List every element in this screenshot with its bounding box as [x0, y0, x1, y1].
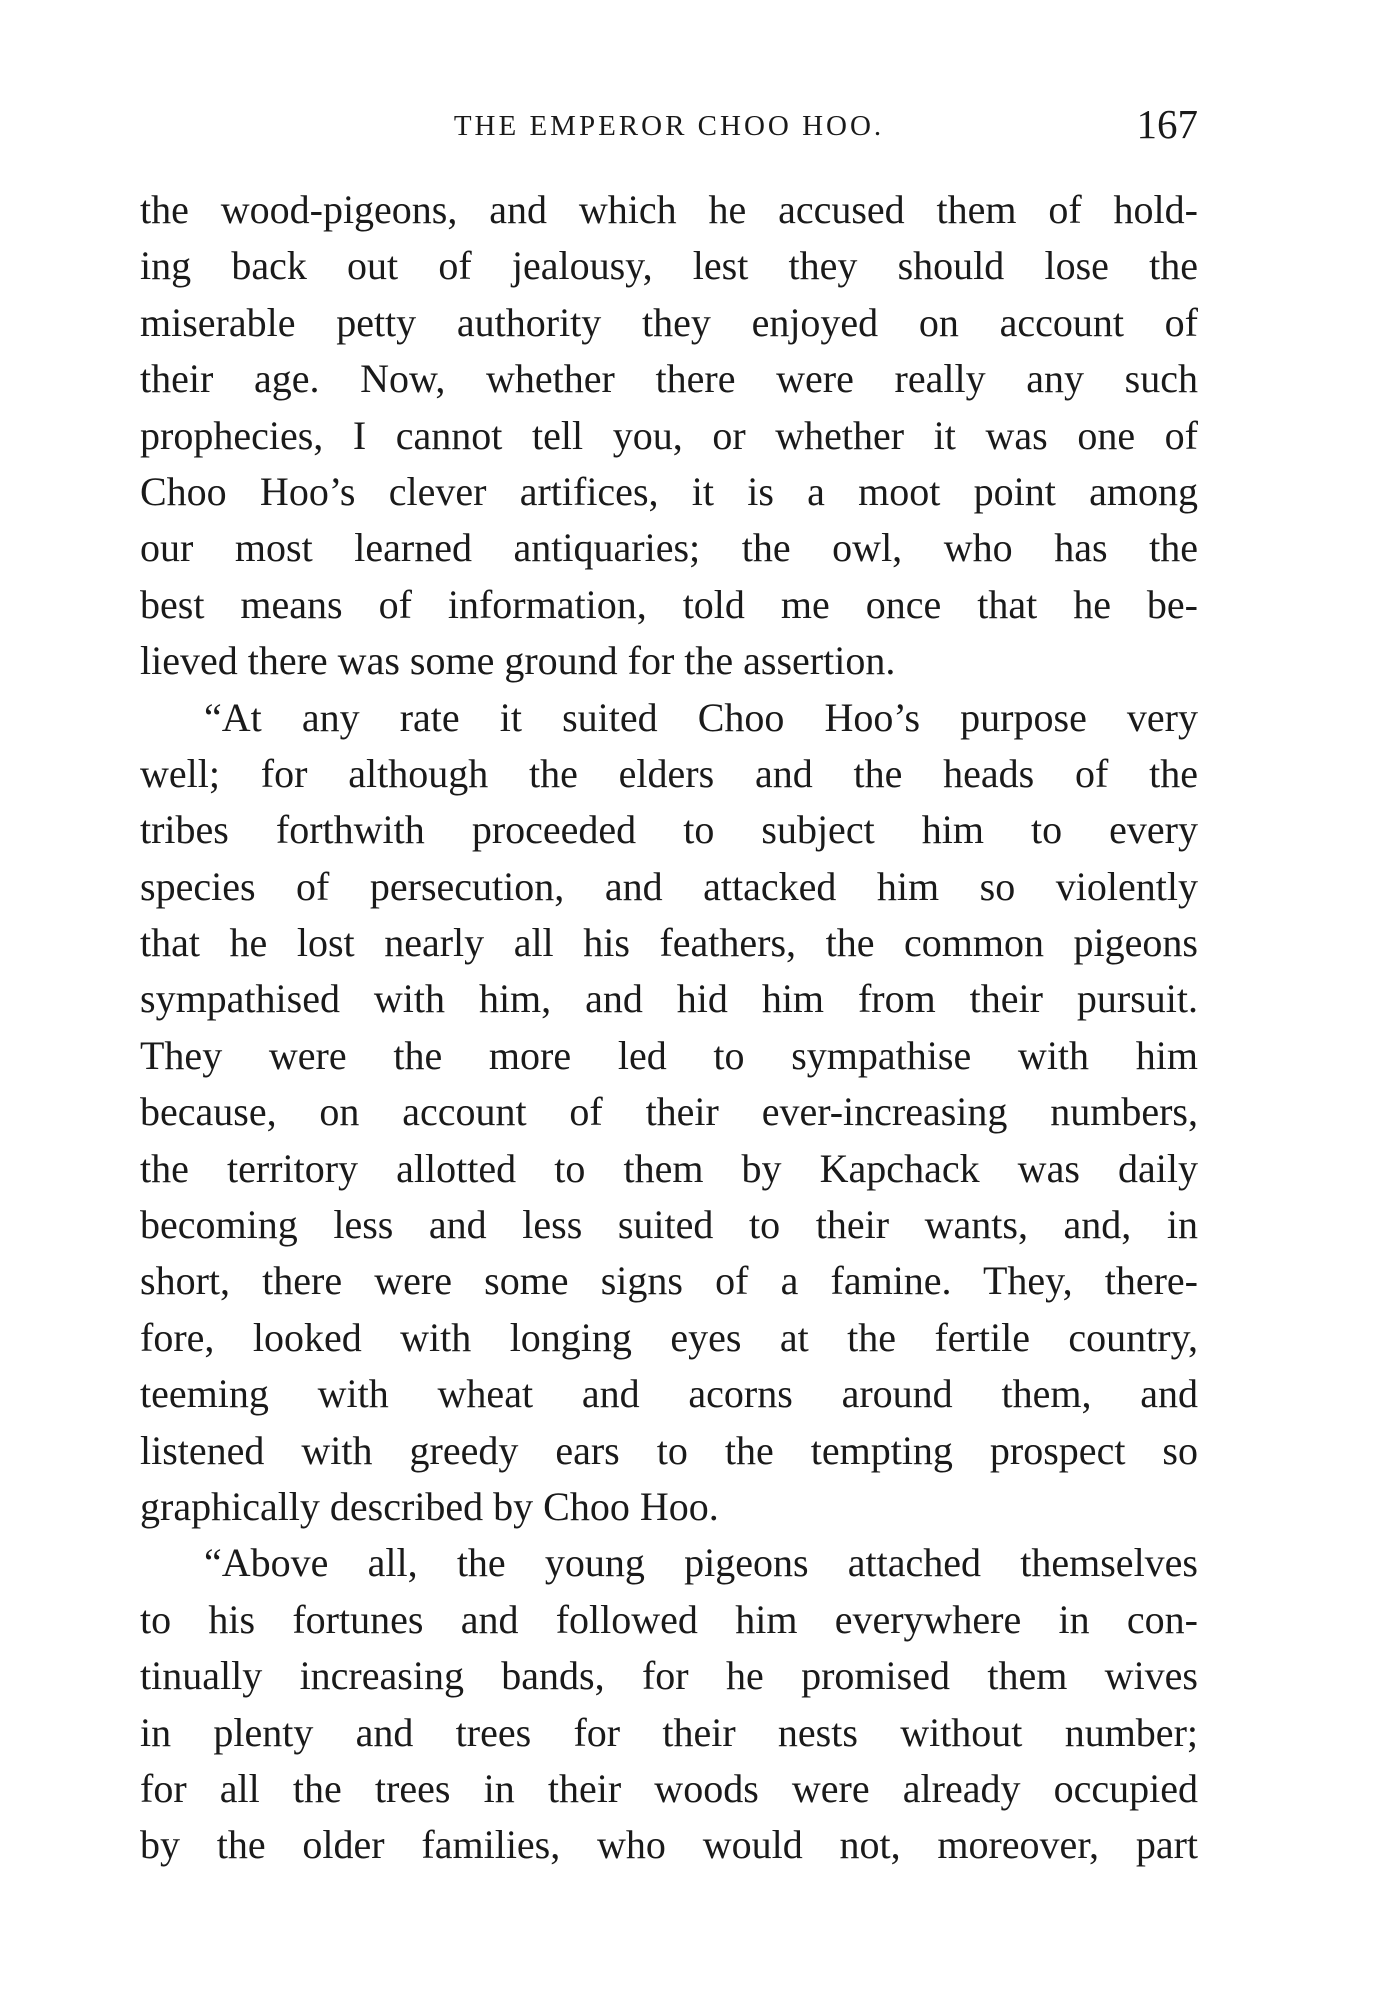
running-header: [140, 100, 1198, 160]
text-line: miserable petty authority they enjoyed on account of: [140, 299, 1198, 345]
text-line: that he lost nearly all his feathers, the common pigeons: [140, 920, 1198, 966]
text-line: “At any rate it suited Choo Hoo’s purpose very: [204, 694, 1198, 740]
text-line: short, there were some signs of a famine. They, there-: [140, 1258, 1198, 1304]
text-line: species of persecution, and attacked him so violently: [140, 863, 1198, 909]
text-line: tinually increasing bands, for he promised them wives: [140, 1653, 1198, 1699]
text-line: fore, looked with longing eyes at the fertile country,: [140, 1314, 1198, 1360]
text-line: the territory allotted to them by Kapchack was daily: [140, 1145, 1198, 1191]
text-line: prophecies, I cannot tell you, or whether it was one of: [140, 412, 1198, 458]
text-line: becoming less and less suited to their wants, and, in: [140, 1202, 1198, 1248]
text-line: because, on account of their ever-increasing numbers,: [140, 1089, 1198, 1135]
text-line: sympathised with him, and hid him from their pursuit.: [140, 976, 1198, 1022]
text-line: teeming with wheat and acorns around them, and: [140, 1371, 1198, 1417]
text-line: by the older families, who would not, moreover, part: [140, 1822, 1198, 1868]
text-line: ing back out of jealousy, lest they should lose the: [140, 243, 1198, 289]
text-line: tribes forthwith proceeded to subject him to every: [140, 807, 1198, 853]
text-line: to his fortunes and followed him everywhere in con-: [140, 1596, 1198, 1642]
running-title: THE EMPEROR CHOO HOO.: [453, 110, 885, 142]
body-text: [140, 182, 1198, 1874]
text-line: lieved there was some ground for the assertion.: [140, 638, 896, 684]
text-line: the wood-pigeons, and which he accused them of hold-: [140, 187, 1198, 232]
text-line: “Above all, the young pigeons attached themselves: [204, 1540, 1198, 1586]
text-line: for all the trees in their woods were already occupied: [140, 1765, 1198, 1811]
page-number: 167: [1136, 101, 1198, 147]
text-line: Choo Hoo’s clever artifices, it is a moot point among: [140, 468, 1198, 514]
text-line: They were the more led to sympathise with him: [140, 1032, 1198, 1078]
text-line: their age. Now, whether there were really any such: [140, 356, 1198, 402]
text-line: our most learned antiquaries; the owl, who has the: [140, 525, 1198, 571]
text-line: well; for although the elders and the heads of the: [140, 750, 1198, 796]
text-line: in plenty and trees for their nests without number;: [140, 1709, 1198, 1755]
text-line: graphically described by Choo Hoo.: [140, 1483, 719, 1529]
text-line: best means of information, told me once that he be-: [140, 581, 1198, 627]
text-line: listened with greedy ears to the tempting prospect so: [140, 1427, 1198, 1473]
